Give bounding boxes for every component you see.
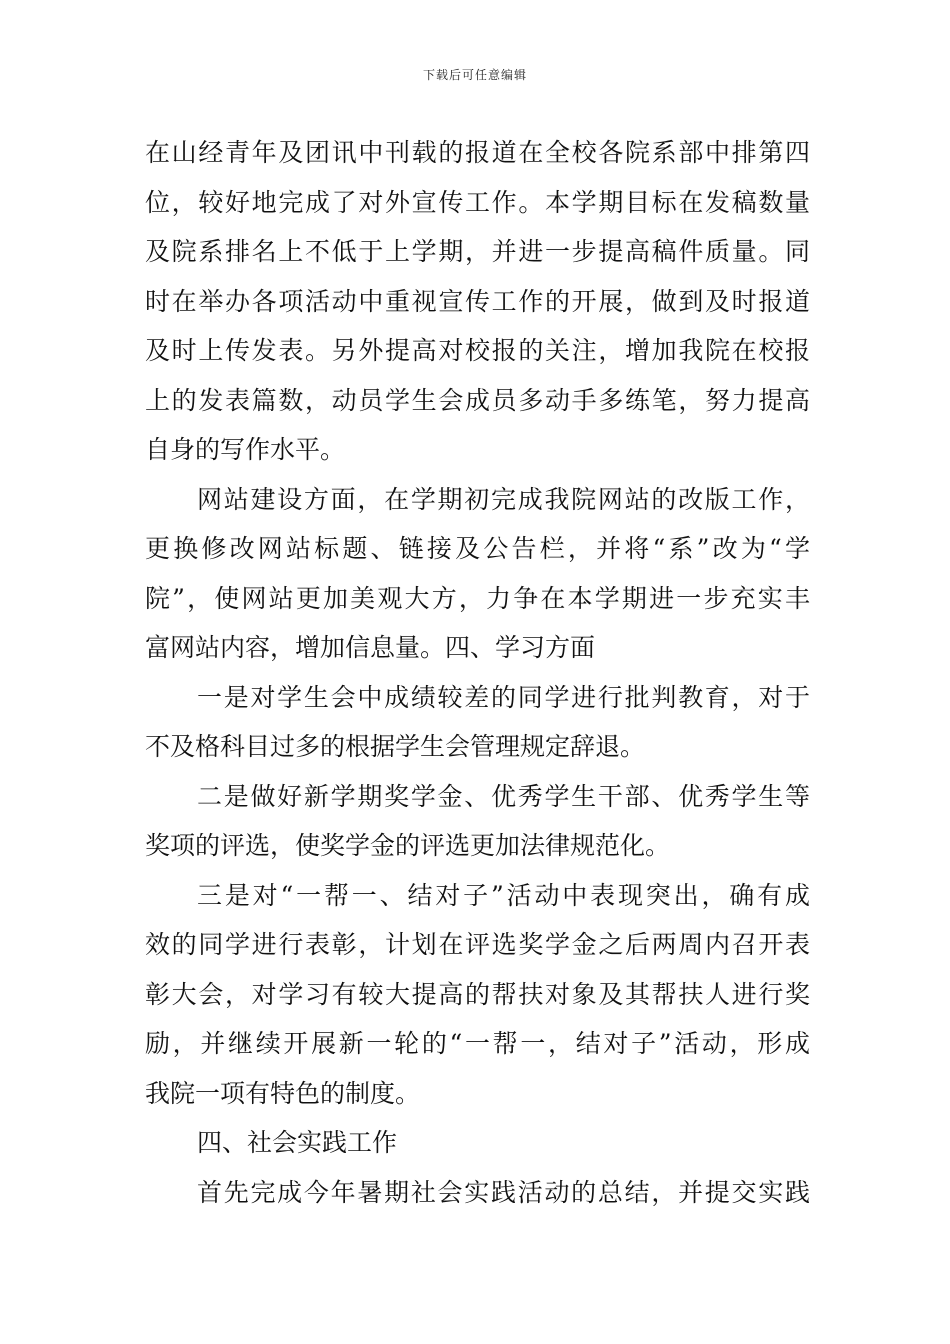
text-line: 及院系排名上不低于上学期，并进一步提高稿件质量。同 <box>145 237 810 266</box>
text-line: 富网站内容，增加信息量。四、学习方面 <box>145 633 596 662</box>
paragraph-first-line: 一是对学生会中成绩较差的同学进行批判教育，对于 <box>197 682 810 712</box>
paragraph-first-line: 三是对“一帮一、结对子”活动中表现突出，确有成 <box>197 880 810 910</box>
text-line: 自身的写作水平。 <box>145 435 346 464</box>
document-body <box>145 128 810 1217</box>
text-line: 院”，使网站更加美观大方，力争在本学期进一步充实丰 <box>145 583 810 613</box>
text-line: 在山经青年及团讯中刊载的报道在全校各院系部中排第四 <box>145 138 810 167</box>
text-line: 彰大会，对学习有较大提高的帮扶对象及其帮扶人进行奖 <box>145 979 810 1009</box>
text-line: 及时上传发表。另外提高对校报的关注，增加我院在校报 <box>145 336 810 365</box>
text-line: 位，较好地完成了对外宣传工作。本学期目标在发稿数量 <box>145 187 810 217</box>
text-line: 时在举办各项活动中重视宣传工作的开展，做到及时报道 <box>145 286 810 316</box>
paragraph-first-line: 二是做好新学期奖学金、优秀学生干部、优秀学生等 <box>197 781 810 811</box>
text-line: 励，并继续开展新一轮的“一帮一，结对子”活动，形成 <box>145 1029 810 1058</box>
page-header: 下载后可任意编辑 <box>422 68 527 82</box>
text-line: 奖项的评选，使奖学金的评选更加法律规范化。 <box>145 831 671 860</box>
paragraph-first-line: 首先完成今年暑期社会实践活动的总结，并提交实践 <box>197 1177 810 1207</box>
text-line: 更换修改网站标题、链接及公告栏，并将“系”改为“学 <box>145 534 810 563</box>
paragraph-first-line: 网站建设方面，在学期初完成我院网站的改版工作， <box>197 484 810 514</box>
text-line: 效的同学进行表彰，计划在评选奖学金之后两周内召开表 <box>145 930 810 959</box>
text-line: 不及格科目过多的根据学生会管理规定辞退。 <box>145 732 646 761</box>
text-line: 我院一项有特色的制度。 <box>145 1078 421 1108</box>
section-heading: 四、社会实践工作 <box>197 1128 398 1157</box>
text-line: 上的发表篇数，动员学生会成员多动手多练笔，努力提高 <box>145 385 810 415</box>
